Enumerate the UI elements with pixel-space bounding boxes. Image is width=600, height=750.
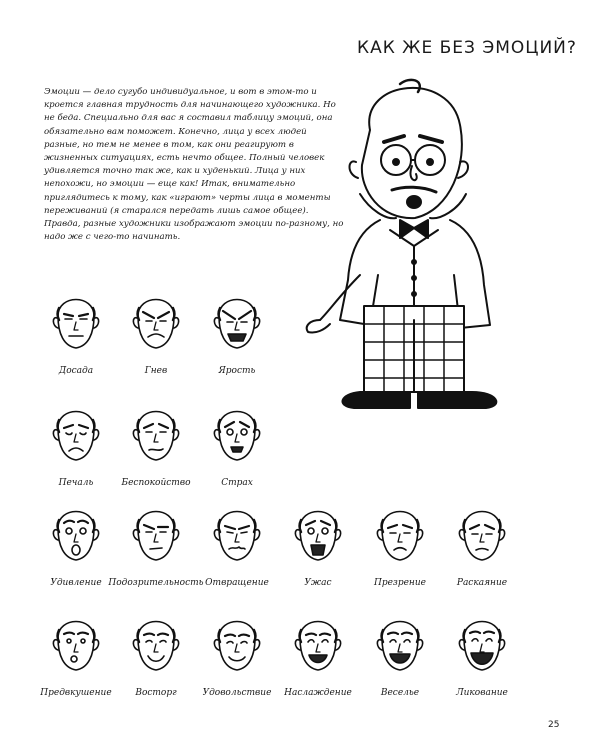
emotion-caption: Подозрительность bbox=[108, 578, 204, 588]
emotion-caption: Наслаждение bbox=[284, 688, 352, 698]
caricature-illustration bbox=[300, 70, 530, 430]
emotion-face-anticipation bbox=[44, 608, 108, 686]
emotion-caption: Восторг bbox=[135, 688, 177, 698]
emotion-face-suspicion bbox=[124, 498, 188, 576]
emotion-caption: Веселье bbox=[380, 688, 420, 698]
intro-paragraph: Эмоции — дело сугубо индивидуальное, и вот в этом-то и кроется главная трудность для начинающего художника. Но не беда. Специально для вас я составил таблицу эмоций, она обязательно вам поможет. Конечно, лица у всех людей разные, но тем не менее в том, как они реагируют в жизненных ситуациях, есть нечто общее. Полный человек удивляется точно так же, как и худенький. Лица у них непохожи, но эмоции — еще как! Итак, внимательно приглядитесь к тому, как «играют» черты лица в моменты переживаний (я старался передать лишь самое общее). Правда, разные художники изображают эмоции по-разному, но надо же с чего-то начинать. bbox=[44, 87, 344, 243]
bald-head-icon bbox=[124, 286, 188, 352]
bald-head-icon bbox=[368, 608, 432, 674]
emotion-face-delight bbox=[124, 608, 188, 686]
emotion-caption: Печаль bbox=[58, 478, 94, 488]
emotion-face-enjoyment bbox=[286, 608, 350, 686]
bald-head-icon bbox=[124, 498, 188, 564]
emotion-caption: Досада bbox=[58, 366, 94, 376]
emotion-face-disgust bbox=[205, 498, 269, 576]
emotion-caption: Удовольствие bbox=[202, 688, 272, 698]
emotion-face-annoyance bbox=[44, 286, 108, 364]
bald-head-icon bbox=[205, 286, 269, 352]
emotion-caption: Беспокойство bbox=[121, 478, 191, 488]
emotion-caption: Гнев bbox=[144, 366, 168, 376]
emotion-face-remorse bbox=[450, 498, 514, 576]
bald-head-icon bbox=[124, 608, 188, 674]
bald-head-icon bbox=[205, 498, 269, 564]
bald-head-icon bbox=[368, 498, 432, 564]
emotion-caption: Предвкушение bbox=[40, 688, 112, 698]
emotion-face-fear bbox=[205, 398, 269, 476]
bald-head-icon bbox=[44, 498, 108, 564]
emotion-face-merriment bbox=[368, 608, 432, 686]
bald-head-icon bbox=[44, 398, 108, 464]
emotion-face-worry bbox=[124, 398, 188, 476]
emotion-caption: Ликование bbox=[456, 688, 508, 698]
bald-head-icon bbox=[205, 398, 269, 464]
emotion-face-pleasure bbox=[205, 608, 269, 686]
bald-head-icon bbox=[450, 608, 514, 674]
emotion-caption: Удивление bbox=[50, 578, 102, 588]
bald-head-icon bbox=[286, 498, 350, 564]
emotion-face-horror bbox=[286, 498, 350, 576]
emotion-caption: Ярость bbox=[218, 366, 256, 376]
emotion-face-sadness bbox=[44, 398, 108, 476]
emotion-caption: Раскаяние bbox=[456, 578, 508, 588]
emotion-caption: Страх bbox=[221, 478, 253, 488]
emotion-face-jubilation bbox=[450, 608, 514, 686]
emotion-face-contempt bbox=[368, 498, 432, 576]
emotion-face-anger bbox=[124, 286, 188, 364]
page-number: 25 bbox=[548, 720, 560, 730]
bald-head-icon bbox=[450, 498, 514, 564]
emotion-face-rage bbox=[205, 286, 269, 364]
bald-head-icon bbox=[205, 608, 269, 674]
bald-head-icon bbox=[44, 608, 108, 674]
emotion-caption: Презрение bbox=[374, 578, 426, 588]
emotion-face-surprise bbox=[44, 498, 108, 576]
page-title: КАК ЖЕ БЕЗ ЭМОЦИЙ? bbox=[357, 38, 577, 58]
emotion-caption: Ужас bbox=[304, 578, 332, 588]
bald-head-icon bbox=[44, 286, 108, 352]
bald-head-icon bbox=[286, 608, 350, 674]
emotion-caption: Отвращение bbox=[205, 578, 269, 588]
bald-head-icon bbox=[124, 398, 188, 464]
